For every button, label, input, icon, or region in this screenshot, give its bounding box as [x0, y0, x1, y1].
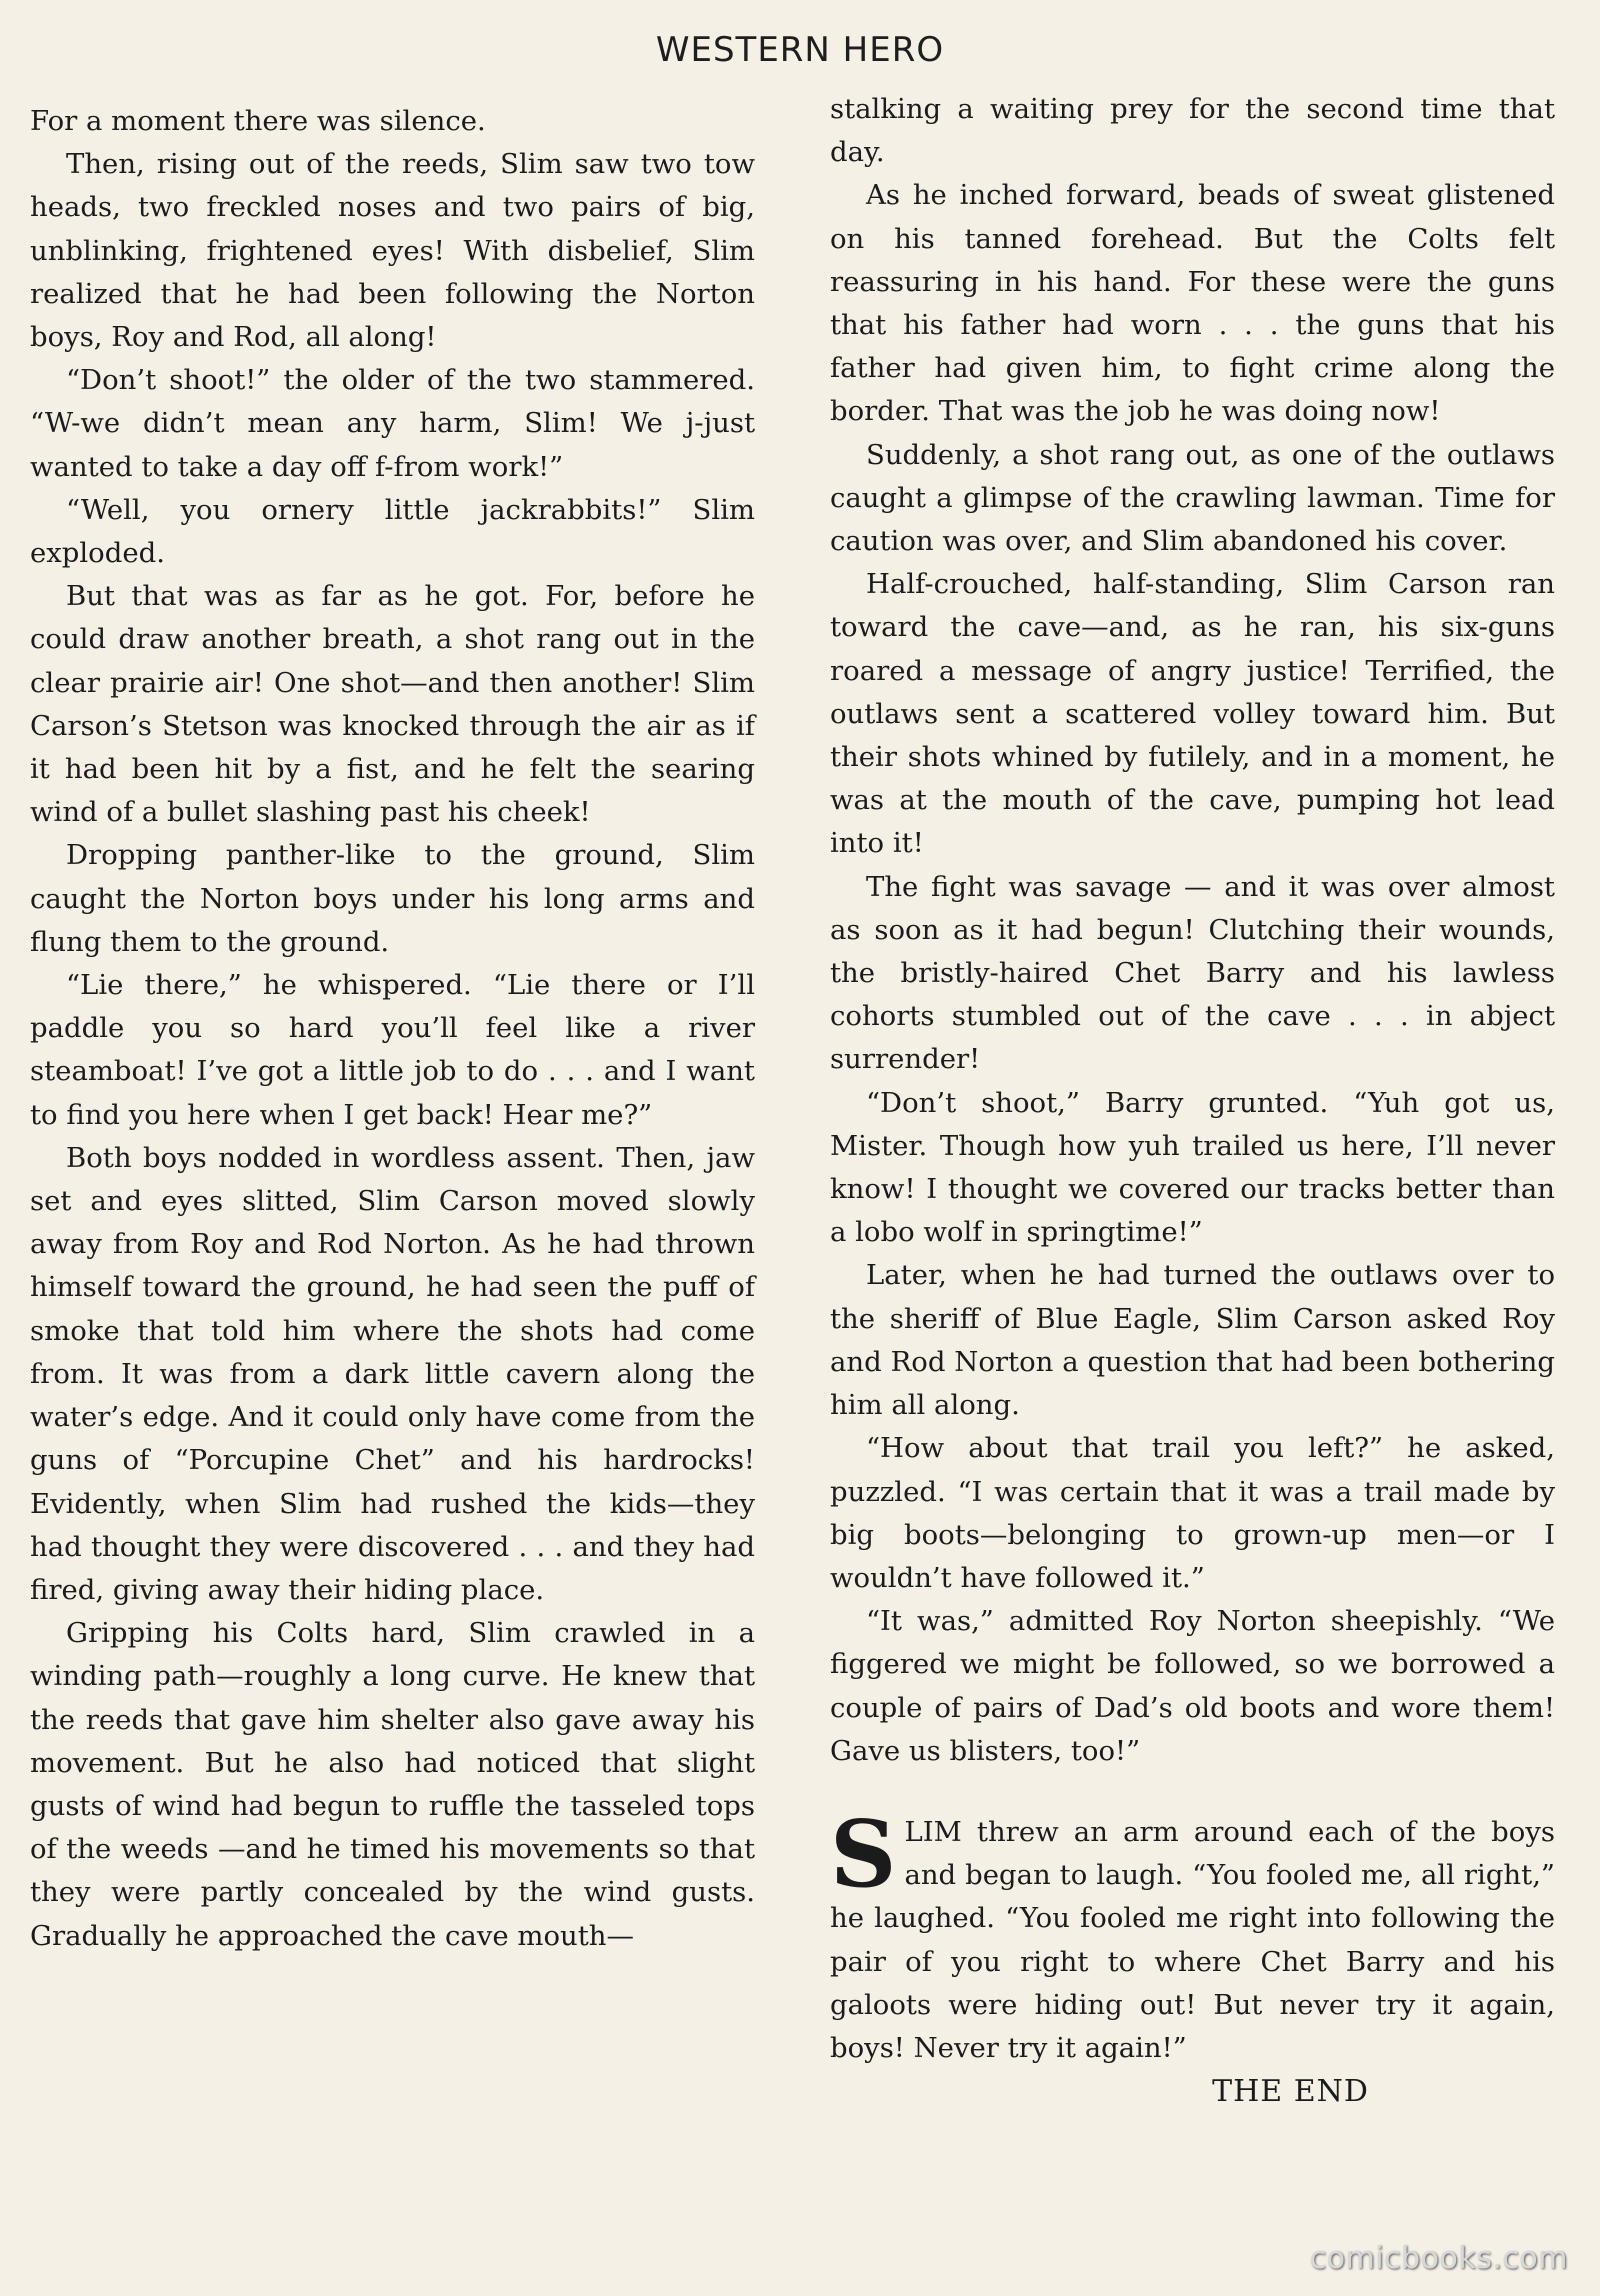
- left-column: [30, 100, 755, 1958]
- paragraph: Dropping panther-like to the ground, Slim caught the Norton boys under his long arms and flung them to the ground.: [30, 839, 755, 958]
- paragraph: As he inched forward, beads of sweat glistened on his tanned forehead. But the Colts felt reassuring in his hand. For these were the guns that his father had worn . . . the guns that his father had given him, to fight crime along the border. That was the job he was doing now!: [830, 179, 1555, 428]
- right-column: [830, 88, 1555, 2113]
- lead-word: LIM: [904, 1815, 962, 1848]
- drop-cap: S: [830, 1799, 897, 1908]
- paragraph: Half-crouched, half-standing, Slim Carson ran toward the cave—and, as he ran, his six-guns roared a message of angry justice! Terrified, the outlaws sent a scattered volley toward him. But their shots whined by futilely, and in a moment, he was at the mouth of the cave, pumping hot lead into it!: [830, 568, 1555, 860]
- paragraph: Gripping his Colts hard, Slim crawled in a winding path—roughly a long curve. He knew that the reeds that gave him shelter also gave away his movement. But he also had noticed that slight gusts of wind had begun to ruffle the tasseled tops of the weeds —and he timed his movements so that they were partly concealed by the wind gusts. Gradually he approached the cave mouth—: [30, 1617, 755, 1952]
- paragraph: For a moment there was silence.: [30, 105, 486, 137]
- paragraph: “Well, you ornery little jackrabbits!” Slim exploded.: [30, 493, 755, 570]
- paragraph: “Don’t shoot!” the older of the two stammered. “W-we didn’t mean any harm, Slim! We j-just wanted to take a day off f-from work!”: [30, 364, 755, 483]
- paragraph: Both boys nodded in wordless assent. Then, jaw set and eyes slitted, Slim Carson moved slowly away from Roy and Rod Norton. As he had thrown himself toward the ground, he had seen the puff of smoke that told him where the shots had come from. It was from a dark little cavern along the water’s edge. And it could only have come from the guns of “Porcupine Chet” and his hardrocks! Evidently, when Slim had rushed the kids—they had thought they were discovered . . . and they had fired, giving away their hiding place.: [30, 1141, 755, 1606]
- paragraph: “Lie there,” he whispered. “Lie there or I’ll paddle you so hard you’ll feel like a river steamboat! I’ve got a little job to do . . . and I want to find you here when I get back! Hear me?”: [30, 969, 755, 1131]
- final-paragraph-text: threw an arm around each of the boys and began to laugh. “You fooled me, all right,” he laughed. “You fooled me right into following the pair of you right to where Chet Barry and his galoots were hiding out! But never try it again, boys! Never try it again!”: [830, 1815, 1555, 2064]
- paragraph: “It was,” admitted Roy Norton sheepishly. “We figgered we might be followed, so we borrowed a couple of pairs of Dad’s old boots and wore them! Gave us blisters, too!”: [830, 1605, 1555, 1767]
- paragraph: Suddenly, a shot rang out, as one of the outlaws caught a glimpse of the crawling lawman. Time for caution was over, and Slim abandoned his cover.: [830, 438, 1555, 558]
- paragraph: Then, rising out of the reeds, Slim saw two tow heads, two freckled noses and two pairs of big, unblinking, frightened eyes! With disbelief, Slim realized that he had been following the Norton boys, Roy and Rod, all along!: [30, 148, 755, 354]
- paragraph: stalking a waiting prey for the second time that day.: [830, 93, 1555, 169]
- paragraph: “How about that trail you left?” he asked, puzzled. “I was certain that it was a trail made by big boots—belonging to grown-up men—or I wouldn’t have followed it.”: [830, 1432, 1555, 1594]
- paragraph: But that was as far as he got. For, before he could draw another breath, a shot rang out in the clear prairie air! One shot—and then another! Slim Carson’s Stetson was knocked through the air as if it had been hit by a fist, and he felt the searing wind of a bullet slashing past his cheek!: [30, 580, 755, 829]
- paragraph: “Don’t shoot,” Barry grunted. “Yuh got us, Mister. Though how yuh trailed us here, I’ll never know! I thought we covered our tracks better than a lobo wolf in springtime!”: [830, 1086, 1555, 1249]
- page-header-title: WESTERN HERO: [655, 30, 945, 70]
- watermark: comicbooks.com: [1309, 2241, 1568, 2276]
- the-end-label: THE END: [1212, 2074, 1369, 2110]
- final-paragraph: [830, 1799, 1555, 2070]
- paragraph: The fight was savage — and it was over almost as soon as it had begun! Clutching their wounds, the bristly-haired Chet Barry and his lawless cohorts stumbled out of the cave . . . in abject surrender!: [830, 870, 1555, 1076]
- paragraph: Later, when he had turned the outlaws over to the sheriff of Blue Eagle, Slim Carson asked Roy and Rod Norton a question that had been bothering him all along.: [830, 1259, 1555, 1422]
